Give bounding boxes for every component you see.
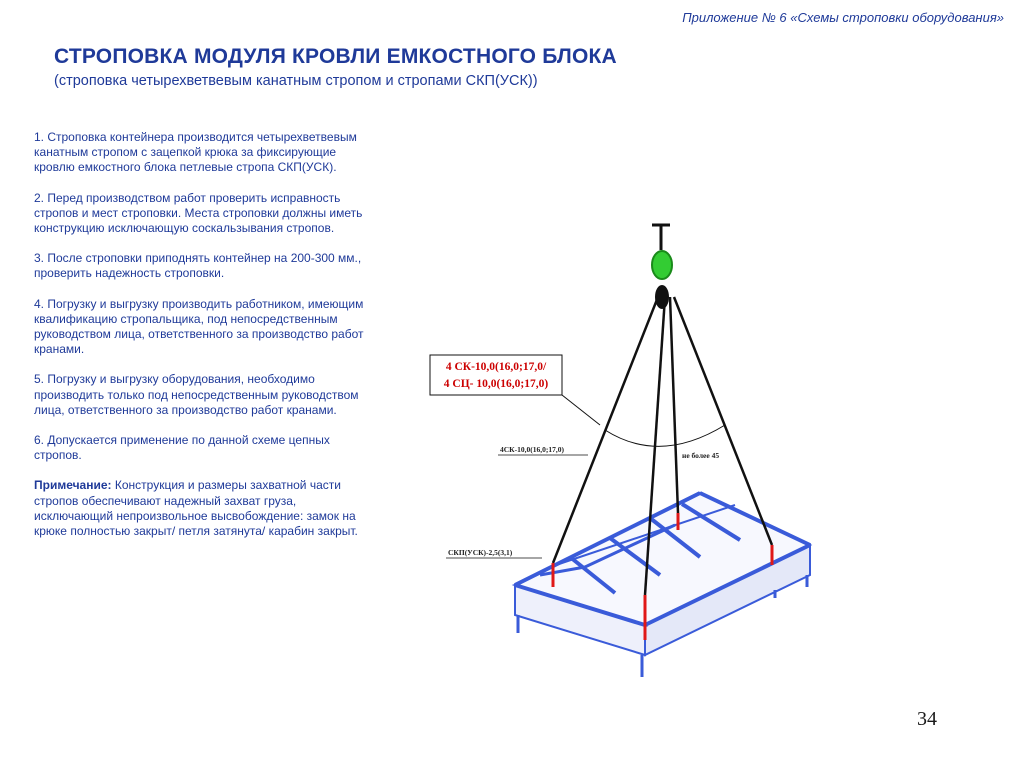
instructions-list	[34, 130, 369, 554]
note	[34, 478, 369, 539]
instruction-item: 4. Погрузку и выгрузку производить работником, имеющим квалификацию стропальщика, под непосредственным руководством лица, ответственного за производство работ кранами.	[34, 296, 364, 357]
sling-spec-line2: 4 СЦ- 10,0(16,0;17,0)	[443, 378, 549, 390]
loop-label: СКП(УСК)-2,5(3,1)	[448, 548, 513, 557]
appendix-caption: Приложение № 6 «Схемы строповки оборудования»	[682, 10, 1004, 25]
note-text: Конструкция и размеры захватной части стропов обеспечивают надежный захват груза, исключающий непроизвольное высвобождение: замок на крюке полностью закрыт/ петля затянута/ карабин закрыт.	[34, 478, 358, 539]
container-frame	[515, 493, 810, 677]
angle-label: не более 45	[682, 451, 720, 460]
page-subtitle: (строповка четырехветвевым канатным стропом и стропами СКП(УСК))	[54, 73, 538, 89]
callout-leader	[562, 395, 600, 425]
page-title: СТРОПОВКА МОДУЛЯ КРОВЛИ ЕМКОСТНОГО БЛОКА	[54, 45, 617, 68]
instruction-item: 6. Допускается применение по данной схеме цепных стропов.	[34, 433, 330, 463]
instruction-item: 1. Строповка контейнера производится четырехветвевым канатным стропом с зацепкой крюка за фиксирующие кровлю емкостного блока петлевые стропа СКП(УСК).	[34, 130, 357, 175]
instruction-item: 3. После строповки приподнять контейнер на 200-300 мм., проверить надежность строповки.	[34, 251, 362, 281]
crane-hook	[652, 225, 672, 309]
page-number: 34	[917, 708, 937, 730]
rigging-diagram	[420, 215, 840, 685]
note-label: Примечание:	[34, 478, 112, 493]
instruction-item: 2. Перед производством работ проверить исправность стропов и мест строповки. Места строповки должны иметь конструкцию исключающую соскальзывания стропов.	[34, 190, 363, 236]
angle-arc	[605, 425, 725, 446]
instruction-item: 5. Погрузку и выгрузку оборудования, необходимо производить только под непосредственным руководством лица, ответственного за производство работ кранами.	[34, 372, 359, 417]
sling-spec-line1: 4 СК-10,0(16,0;17,0/	[445, 361, 547, 373]
sling-label: 4СК-10,0(16,0;17,0)	[500, 445, 564, 454]
